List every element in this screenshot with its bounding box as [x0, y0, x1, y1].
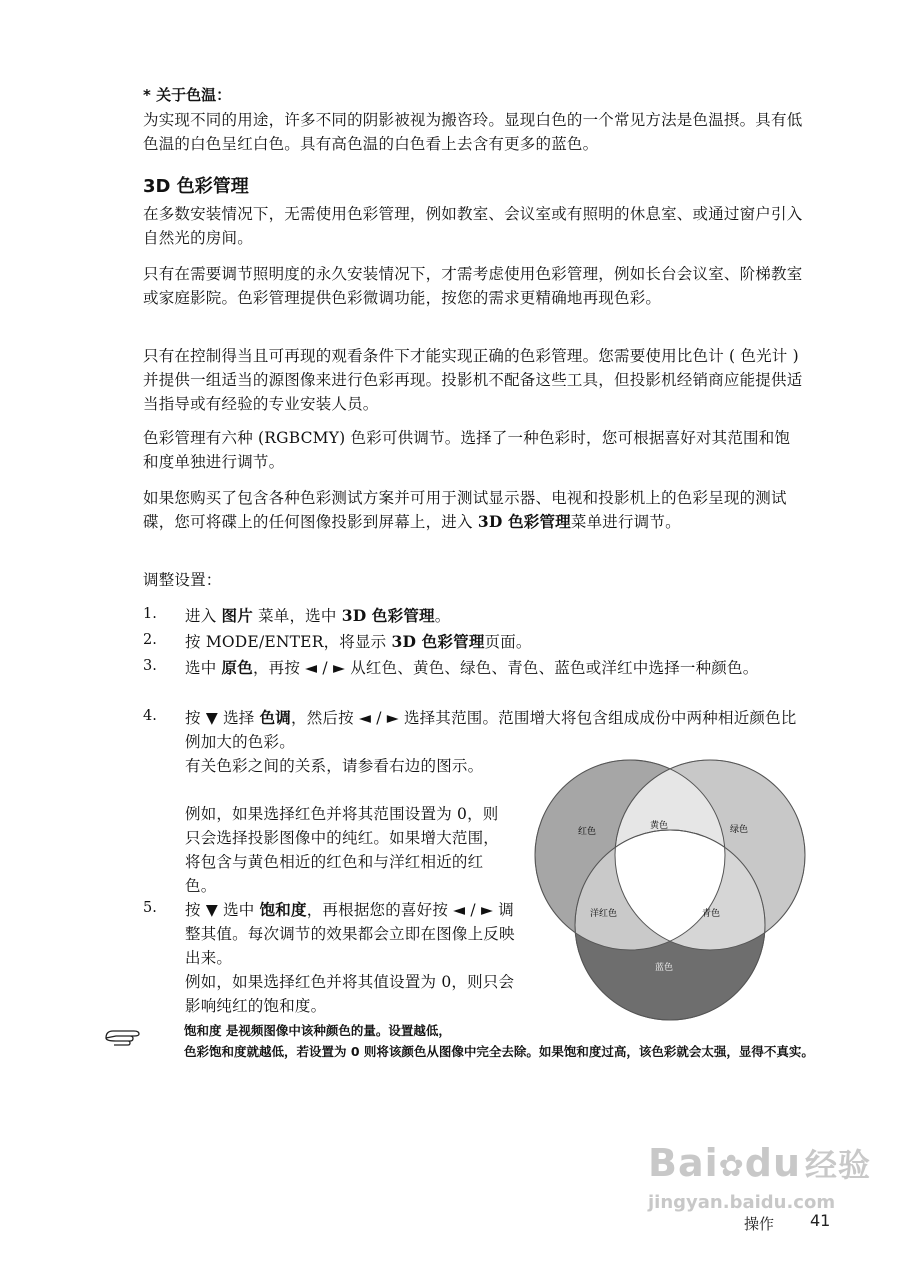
- step-5-b: 饱和度: [259, 900, 307, 919]
- step-4-diagram-ref: 有关色彩之间的关系，请参看右边的图示。: [185, 757, 484, 775]
- step-1-d: 3D 色彩管理: [341, 606, 435, 625]
- paragraph-4: 色彩管理有六种 (RGBCMY) 色彩可供调节。选择了一种色彩时，您可根据喜好对其范围和饱和度单独进行调节。: [143, 429, 791, 471]
- color-venn-diagram: [530, 750, 810, 1030]
- watermark-brand: Bai: [648, 1141, 719, 1185]
- watermark-brand-cn: 经验: [805, 1146, 872, 1184]
- step-5-text: [185, 898, 515, 970]
- step-5-number: 5.: [143, 900, 157, 916]
- footer-section: 操作: [744, 1215, 775, 1233]
- page-number: 41: [810, 1211, 831, 1230]
- note-term: 饱和度: [184, 1023, 222, 1038]
- step-4-c: ，然后按 ◄ / ► 选择其范围。范围增大将包含组成成份中两种相近颜色比例加大的色彩。: [185, 709, 797, 751]
- label-green: 绿色: [730, 825, 749, 835]
- color-temp-title: * 关于色温：: [143, 86, 232, 104]
- saturation-note: [184, 1020, 814, 1062]
- step-1-text: [185, 604, 805, 628]
- note-line-1-text: 是视频图像中该种颜色的量。设置越低，: [221, 1023, 451, 1038]
- paragraph-5-menu-name: 3D 色彩管理: [477, 512, 571, 531]
- paragraph-1: 在多数安装情况下，无需使用色彩管理，例如教室、会议室或有照明的休息室、或通过窗户引入自然光的房间。: [143, 205, 803, 247]
- step-3-b: 原色: [221, 658, 253, 677]
- label-blue: 蓝色: [655, 963, 674, 973]
- step-1-number: 1.: [143, 606, 157, 622]
- step-1-e: 。: [434, 607, 451, 625]
- pointing-hand-icon: [104, 1024, 142, 1046]
- label-cyan: 青色: [702, 909, 721, 919]
- step-3-text: [185, 656, 805, 680]
- step-5-a: 按 ▼ 选中: [185, 901, 260, 919]
- step-4-example: 例如，如果选择红色并将其范围设置为 0，则只会选择投影图像中的纯红。如果增大范围，将包含与黄色相近的红色和与洋红相近的红色。: [185, 805, 500, 895]
- paragraph-5: [143, 486, 803, 534]
- step-4-text: [185, 706, 810, 754]
- step-2-text: [185, 630, 805, 654]
- step-2-b: 3D 色彩管理: [391, 632, 485, 651]
- adjust-title: 调整设置：: [143, 571, 222, 589]
- paw-icon: ✿: [718, 1149, 745, 1184]
- step-5-example: 例如，如果选择红色并将其值设置为 0，则只会影响纯红的饱和度。: [185, 973, 515, 1015]
- paragraph-5-text-a: 如果您购买了包含各种色彩测试方案并可用于测试显示器、电视和投影机上的色彩呈现的测试碟，您可将碟上的任何图像投影到屏幕上，进入: [143, 489, 787, 531]
- section-title: 3D 色彩管理: [143, 176, 249, 197]
- step-1-c: 菜单，选中: [252, 607, 342, 625]
- note-line-2: 色彩饱和度就越低，若设置为 0 则将该颜色从图像中完全去除。如果饱和度过高，该色彩就会太强，显得不真实。: [184, 1044, 814, 1059]
- paragraph-5-text-c: 菜单进行调节。: [570, 513, 681, 531]
- step-1-a: 进入: [185, 607, 222, 625]
- note-line-1: [184, 1020, 814, 1041]
- baidu-watermark-logo: [648, 1140, 871, 1186]
- watermark-url: jingyan.baidu.com: [648, 1192, 836, 1213]
- step-2-number: 2.: [143, 632, 157, 648]
- step-2-a: 按 MODE/ENTER，将显示: [185, 633, 392, 651]
- color-temp-body: 为实现不同的用途，许多不同的阴影被视为搬咨玲。显现白色的一个常见方法是色温摂。具有低色温的白色呈红白色。具有高色温的白色看上去含有更多的蓝色。: [143, 111, 803, 153]
- label-red: 红色: [578, 827, 597, 837]
- step-1-b: 图片: [221, 606, 253, 625]
- watermark-brand-2: du: [744, 1141, 802, 1185]
- paragraph-3: 只有在控制得当且可再现的观看条件下才能实现正确的色彩管理。您需要使用比色计 ( 色光计 ) 并提供一组适当的源图像来进行色彩再现。投影机不配备这些工具，但投影机经销商应能提供适当指导或有经验的专业安装人员。: [143, 347, 803, 413]
- step-2-c: 页面。: [484, 633, 532, 651]
- step-4-number: 4.: [143, 708, 157, 724]
- step-3-c: ，再按 ◄ / ► 从红色、黄色、绿色、青色、蓝色或洋红中选择一种颜色。: [252, 659, 759, 677]
- label-yellow: 黄色: [650, 821, 669, 831]
- step-3-a: 选中: [185, 659, 222, 677]
- label-magenta: 洋红色: [590, 909, 618, 919]
- step-4-b: 色调: [259, 708, 292, 727]
- step-4-a: 按 ▼ 选择: [185, 709, 260, 727]
- step-3-number: 3.: [143, 658, 157, 674]
- step-5-c: ，再根据您的喜好按 ◄ / ► 调整其值。每次调节的效果都会立即在图像上反映出来。: [185, 901, 515, 967]
- paragraph-2: 只有在需要调节照明度的永久安装情况下，才需考虑使用色彩管理，例如长台会议室、阶梯教室或家庭影院。色彩管理提供色彩微调功能，按您的需求更精确地再现色彩。: [143, 265, 803, 307]
